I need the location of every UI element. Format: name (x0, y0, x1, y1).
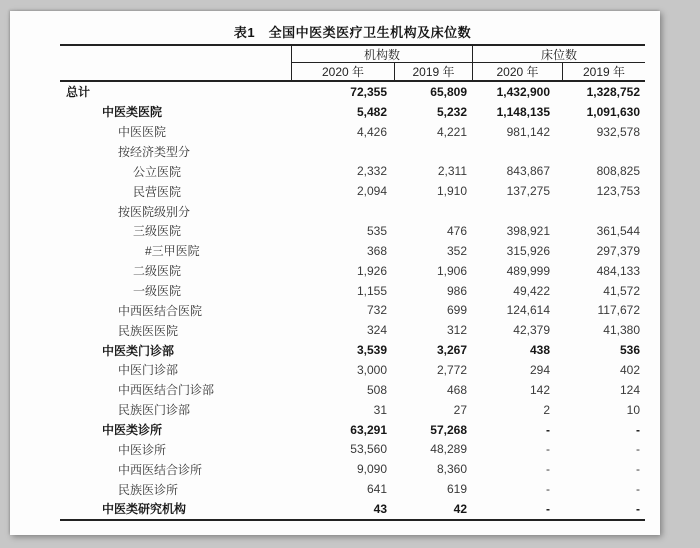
table-row (60, 161, 645, 181)
cell-institutions-2019: 48,289 (430, 442, 467, 457)
row-label: 中医类诊所 (102, 423, 163, 438)
cell-beds-2020: 398,921 (506, 223, 550, 238)
row-label: 民族医门诊部 (118, 403, 191, 418)
table-row (60, 281, 645, 301)
cell-institutions-2019: 312 (446, 323, 467, 338)
cell-beds-2020: 124,614 (506, 303, 550, 318)
cell-institutions-2019: 2,311 (437, 164, 467, 179)
cell-institutions-2019: 27 (453, 402, 467, 417)
cell-beds-2020: 981,142 (506, 124, 550, 139)
cell-beds-2020: 843,867 (506, 164, 550, 179)
cell-institutions-2019: 619 (446, 482, 467, 497)
table-row (60, 459, 645, 479)
table-body (60, 82, 645, 521)
cell-beds-2020: 142 (529, 382, 550, 397)
cell-beds-2019: 361,544 (596, 223, 640, 238)
document-page (10, 11, 660, 535)
cell-institutions-2020: 43 (373, 501, 387, 516)
table-row (60, 400, 645, 420)
cell-institutions-2019: 4,221 (436, 124, 467, 139)
cell-institutions-2020: 53,560 (350, 442, 387, 457)
table-row (60, 181, 645, 201)
cell-beds-2019: 41,380 (603, 323, 640, 338)
cell-beds-2020: 1,432,900 (496, 84, 550, 99)
table-row (60, 439, 645, 459)
row-label: 中医医院 (118, 125, 167, 140)
row-label: 中医门诊部 (118, 363, 179, 378)
cell-beds-2019: - (636, 462, 640, 477)
table-row (60, 320, 645, 340)
cell-institutions-2019: 2,772 (436, 362, 467, 377)
row-label: 中医类医院 (102, 105, 163, 120)
cell-institutions-2020: 732 (366, 303, 387, 318)
header-stub-cell (60, 46, 292, 63)
cell-beds-2020: - (546, 501, 550, 516)
cell-beds-2019: - (636, 501, 640, 516)
table-header-groups-row (60, 44, 645, 63)
table-row (60, 122, 645, 142)
cell-institutions-2019: 5,232 (436, 104, 467, 119)
table-row (60, 201, 645, 221)
table-row (60, 340, 645, 360)
cell-institutions-2019: 468 (446, 382, 467, 397)
row-label: 民族医医院 (118, 323, 179, 338)
cell-institutions-2019: 1,906 (436, 263, 467, 278)
cell-beds-2019: - (636, 422, 640, 437)
cell-beds-2020: 2 (543, 402, 550, 417)
table-row (60, 221, 645, 241)
cell-beds-2019: - (636, 442, 640, 457)
header-year-institutions-2019: 2019 年 (395, 63, 473, 80)
row-label: 中西医结合医院 (118, 303, 203, 318)
cell-institutions-2020: 31 (373, 402, 387, 417)
table-row (60, 479, 645, 499)
cell-institutions-2020: 4,426 (356, 124, 387, 139)
cell-beds-2019: 117,672 (597, 303, 640, 318)
row-label: 中医诊所 (118, 442, 167, 457)
cell-institutions-2020: 508 (366, 382, 387, 397)
table-row (60, 380, 645, 400)
row-label: 民营医院 (133, 184, 182, 199)
row-label: 按医院级别分 (118, 204, 191, 219)
cell-institutions-2020: 641 (366, 482, 387, 497)
cell-institutions-2019: 699 (446, 303, 467, 318)
cell-beds-2020: 489,999 (506, 263, 550, 278)
cell-beds-2020: 315,926 (506, 243, 550, 258)
cell-beds-2019: 124 (619, 382, 640, 397)
row-label: 民族医诊所 (118, 482, 179, 497)
cell-institutions-2020: 9,090 (356, 462, 387, 477)
cell-beds-2019: 41,572 (603, 283, 640, 298)
table-row (60, 300, 645, 320)
table-row (60, 82, 645, 102)
cell-beds-2019: - (636, 482, 640, 497)
row-label: 公立医院 (133, 164, 182, 179)
row-label: 中西医结合诊所 (118, 462, 203, 477)
cell-institutions-2020: 3,539 (356, 343, 387, 358)
cell-beds-2020: - (546, 482, 550, 497)
cell-institutions-2020: 324 (366, 323, 387, 338)
cell-institutions-2020: 3,000 (356, 362, 387, 377)
header-year-beds-2020: 2020 年 (473, 63, 563, 80)
row-label: 中西医结合门诊部 (118, 383, 215, 398)
table-row (60, 142, 645, 162)
cell-institutions-2019: 3,267 (436, 343, 467, 358)
header-year-beds-2019: 2019 年 (582, 65, 626, 79)
row-label: 一级医院 (133, 284, 182, 299)
cell-institutions-2020: 535 (366, 223, 387, 238)
cell-beds-2020: 42,379 (513, 323, 550, 338)
cell-institutions-2019: 352 (446, 243, 467, 258)
cell-institutions-2019: 1,910 (436, 184, 467, 199)
cell-beds-2020: - (546, 422, 550, 437)
table-row (60, 499, 645, 519)
cell-beds-2020: - (546, 462, 550, 477)
table-header-years-row (60, 63, 645, 82)
cell-institutions-2019: 986 (446, 283, 467, 298)
row-label: 中医类门诊部 (102, 343, 175, 358)
cell-institutions-2019: 476 (446, 223, 467, 238)
cell-beds-2019: 123,753 (596, 184, 640, 199)
header-group-beds: 床位数 (473, 46, 645, 63)
cell-beds-2020: 438 (529, 343, 550, 358)
cell-institutions-2020: 368 (366, 243, 387, 258)
table-row (60, 360, 645, 380)
cell-institutions-2019: 8,360 (436, 462, 467, 477)
cell-institutions-2020: 1,155 (356, 283, 387, 298)
table-row (60, 241, 645, 261)
cell-institutions-2019: 42 (453, 501, 467, 516)
header-group-institutions: 机构数 (292, 46, 473, 63)
cell-institutions-2020: 2,332 (356, 164, 387, 179)
cell-institutions-2020: 63,291 (350, 422, 387, 437)
cell-beds-2019: 932,578 (596, 124, 640, 139)
cell-beds-2020: 49,422 (513, 283, 550, 298)
header-year-institutions-2020: 2020 年 (292, 63, 395, 80)
header-stub-cell (60, 63, 292, 80)
row-label: 按经济类型分 (118, 145, 191, 159)
cell-institutions-2020: 72,355 (350, 84, 387, 99)
cell-institutions-2020: 1,926 (356, 263, 387, 278)
row-label: 总计 (66, 85, 91, 100)
row-label: #三甲医院 (145, 244, 200, 259)
cell-beds-2019: 1,091,630 (586, 104, 640, 119)
cell-beds-2019: 297,379 (596, 243, 640, 258)
cell-institutions-2019: 65,809 (430, 84, 467, 99)
cell-beds-2020: 294 (529, 362, 550, 377)
cell-beds-2020: - (546, 442, 550, 457)
cell-beds-2019: 1,328,752 (586, 84, 640, 99)
cell-beds-2020: 1,148,135 (496, 104, 550, 119)
row-label: 二级医院 (133, 264, 182, 279)
cell-beds-2019: 402 (619, 362, 640, 377)
table-row (60, 261, 645, 281)
cell-institutions-2020: 5,482 (356, 104, 387, 119)
cell-institutions-2019: 57,268 (430, 422, 467, 437)
table-title: 表1 全国中医类医疗卫生机构及床位数 (233, 25, 472, 40)
row-label: 三级医院 (133, 224, 182, 239)
cell-beds-2019: 536 (619, 343, 640, 358)
cell-institutions-2020: 2,094 (356, 184, 387, 199)
cell-beds-2020: 137,275 (506, 184, 550, 199)
statistics-table (60, 44, 645, 521)
cell-beds-2019: 808,825 (596, 164, 640, 179)
table-row (60, 420, 645, 440)
cell-beds-2019: 10 (626, 402, 640, 417)
table-row (60, 102, 645, 122)
cell-beds-2019: 484,133 (596, 263, 640, 278)
row-label: 中医类研究机构 (102, 502, 187, 517)
